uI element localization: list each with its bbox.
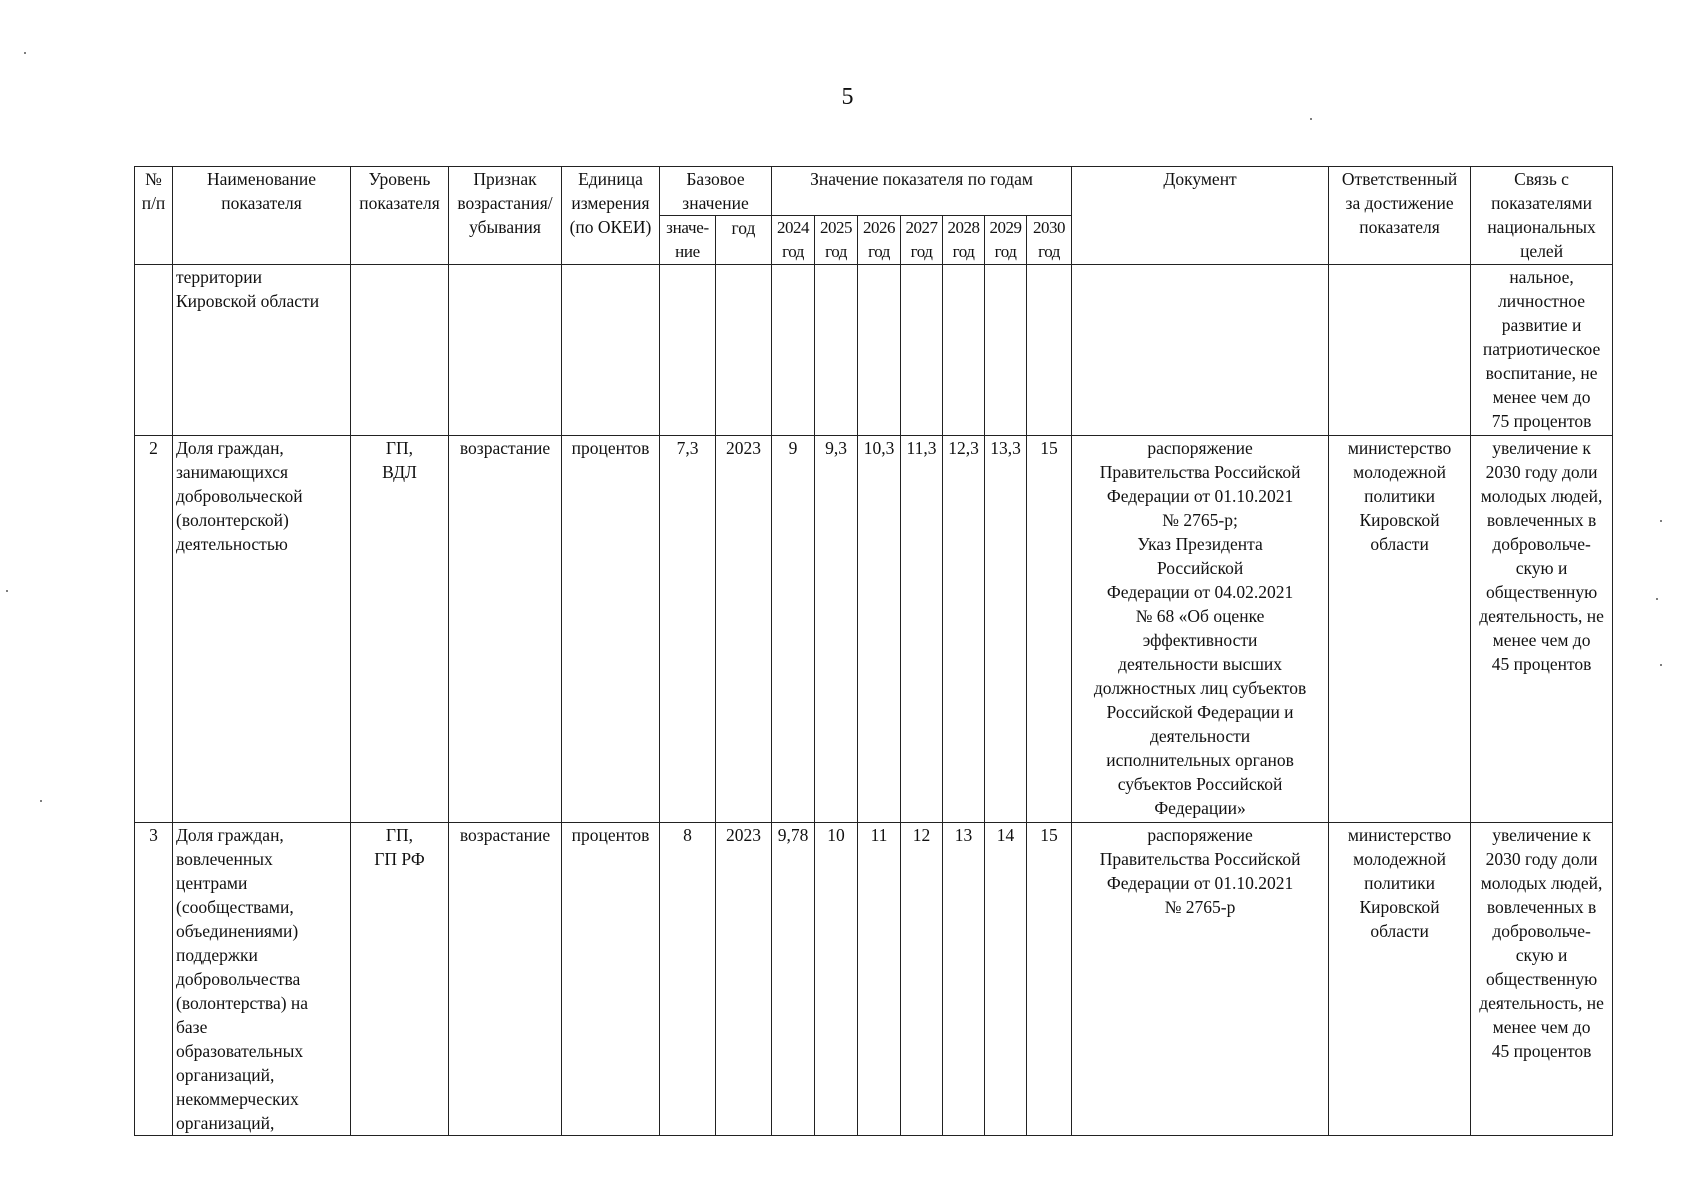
cell-year-2028	[943, 265, 985, 436]
header-name: Наименование показателя	[173, 167, 351, 265]
scan-speck	[1660, 520, 1662, 522]
cell-link: нальное, личностное развитие и патриотическое воспитание, не менее чем до 75 процентов	[1471, 265, 1613, 436]
cell-link: увеличение к 2030 году доли молодых людей, вовлеченных в добровольче- скую и общественную деятельность, не менее чем до 45 процентов	[1471, 823, 1613, 1136]
cell-name: Доля граждан, вовлеченных центрами (сообществами, объединениями) поддержки добровольчества (волонтерства) на базе образовательных организаций, некоммерческих организаций,	[173, 823, 351, 1136]
table-row	[135, 823, 1613, 1136]
cell-num: 3	[135, 823, 173, 1136]
cell-year-2026: 11	[858, 823, 901, 1136]
header-year-2026: 2026 год	[858, 216, 901, 265]
cell-unit	[562, 265, 660, 436]
cell-year-2024	[772, 265, 815, 436]
cell-document	[1072, 265, 1329, 436]
cell-document: распоряжение Правительства Российской Федерации от 01.10.2021 № 2765-р	[1072, 823, 1329, 1136]
cell-year-2028: 12,3	[943, 436, 985, 823]
cell-year-2030	[1027, 265, 1072, 436]
cell-year-2025	[815, 265, 858, 436]
header-year-2025: 2025 год	[815, 216, 858, 265]
header-base-value: значе- ние	[660, 216, 716, 265]
cell-base-value: 7,3	[660, 436, 716, 823]
scan-speck	[40, 800, 42, 802]
cell-year-2030: 15	[1027, 823, 1072, 1136]
cell-year-2027: 12	[901, 823, 943, 1136]
header-base: Базовое значение	[660, 167, 772, 216]
cell-link: увеличение к 2030 году доли молодых людей, вовлеченных в добровольче- скую и общественную деятельность, не менее чем до 45 процентов	[1471, 436, 1613, 823]
cell-unit: процентов	[562, 823, 660, 1136]
cell-name: Доля граждан, занимающихся добровольческой (волонтерской) деятельностью	[173, 436, 351, 823]
cell-level: ГП, ВДЛ	[351, 436, 449, 823]
scan-speck	[24, 52, 26, 54]
cell-year-2028: 13	[943, 823, 985, 1136]
cell-year-2024: 9	[772, 436, 815, 823]
header-base-year: год	[716, 216, 772, 265]
header-unit: Единица измерения (по ОКЕИ)	[562, 167, 660, 265]
indicators-table	[134, 166, 1613, 1136]
header-num: № п/п	[135, 167, 173, 265]
header-year-2030: 2030 год	[1027, 216, 1072, 265]
cell-base-value	[660, 265, 716, 436]
cell-document: распоряжение Правительства Российской Федерации от 01.10.2021 № 2765-р; Указ Президента Российской Федерации от 04.02.2021 № 68 «Об оценке эффективности деятельности высших должностных лиц субъектов Российской Федерации и деятельности исполнительных органов субъектов Российской Федерации»	[1072, 436, 1329, 823]
header-year-2027: 2027 год	[901, 216, 943, 265]
header-year-2029: 2029 год	[985, 216, 1027, 265]
cell-responsible: министерство молодежной политики Кировской области	[1329, 823, 1471, 1136]
table-header	[135, 167, 1613, 265]
cell-year-2024: 9,78	[772, 823, 815, 1136]
cell-base-year	[716, 265, 772, 436]
scan-speck	[1310, 118, 1312, 120]
cell-base-year: 2023	[716, 436, 772, 823]
cell-num	[135, 265, 173, 436]
cell-num: 2	[135, 436, 173, 823]
header-document: Документ	[1072, 167, 1329, 265]
cell-responsible	[1329, 265, 1471, 436]
cell-year-2025: 9,3	[815, 436, 858, 823]
header-trend: Признак возрастания/ убывания	[449, 167, 562, 265]
cell-year-2027	[901, 265, 943, 436]
scan-speck	[1656, 598, 1658, 600]
cell-level: ГП, ГП РФ	[351, 823, 449, 1136]
table-row	[135, 436, 1613, 823]
table-row	[135, 265, 1613, 436]
cell-year-2026	[858, 265, 901, 436]
cell-base-value: 8	[660, 823, 716, 1136]
cell-base-year: 2023	[716, 823, 772, 1136]
header-year-2024: 2024 год	[772, 216, 815, 265]
cell-trend: возрастание	[449, 436, 562, 823]
header-link: Связь с показателями национальных целей	[1471, 167, 1613, 265]
header-responsible: Ответственный за достижение показателя	[1329, 167, 1471, 265]
cell-year-2025: 10	[815, 823, 858, 1136]
header-year-2028: 2028 год	[943, 216, 985, 265]
cell-year-2029: 14	[985, 823, 1027, 1136]
cell-year-2030: 15	[1027, 436, 1072, 823]
cell-responsible: министерство молодежной политики Кировской области	[1329, 436, 1471, 823]
cell-year-2026: 10,3	[858, 436, 901, 823]
cell-year-2027: 11,3	[901, 436, 943, 823]
header-level: Уровень показателя	[351, 167, 449, 265]
scan-speck	[6, 590, 8, 592]
header-years-group: Значение показателя по годам	[772, 167, 1072, 216]
cell-level	[351, 265, 449, 436]
cell-year-2029: 13,3	[985, 436, 1027, 823]
cell-trend: возрастание	[449, 823, 562, 1136]
cell-year-2029	[985, 265, 1027, 436]
page-number: 5	[841, 84, 854, 110]
cell-trend	[449, 265, 562, 436]
cell-name: территории Кировской области	[173, 265, 351, 436]
cell-unit: процентов	[562, 436, 660, 823]
scan-speck	[1660, 664, 1662, 666]
